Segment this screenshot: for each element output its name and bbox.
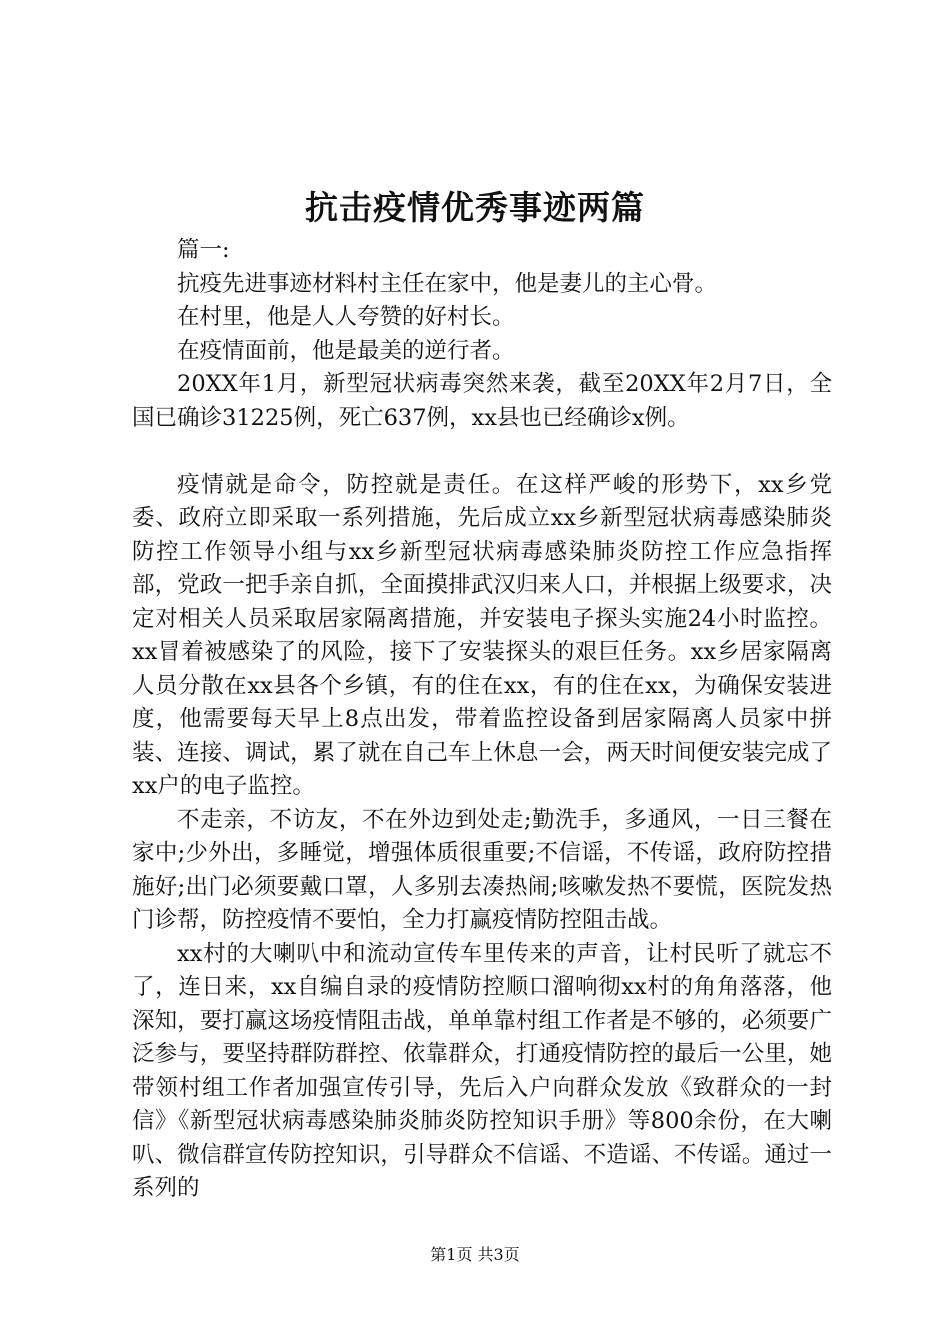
- paragraph: 抗疫先进事迹材料村主任在家中，他是妻儿的主心骨。: [177, 270, 718, 297]
- paragraph-section-label: 篇一:: [177, 237, 230, 263]
- paragraph: 在村里，他是人人夸赞的好村长。: [177, 304, 515, 330]
- document-body: [132, 234, 832, 1206]
- document-title: 抗击疫情优秀事迹两篇: [305, 188, 645, 227]
- paragraph: xx村的大喇叭中和流动宣传车里传来的声音，让村民听了就忘不了，连日来，xx自编自录的疫情防控顺口溜响彻xx村的角角落落，他深知，要打赢这场疫情阻击战，单单靠村组工作者是不够的，必须要广泛参与，要坚持群防群控、依靠群众，打通疫情防控的最后一公里，她带领村组工作者加强宣传引导，先后入户向群众发放《致群众的一封信》《新型冠状病毒感染肺炎肺炎防控知识手册》等800余份，在大喇叭、微信群宣传防控知识，引导群众不信谣、不造谣、不传谣。通过一系列的: [132, 940, 832, 1201]
- paragraph: 在疫情面前，他是最美的逆行者。: [177, 337, 515, 364]
- paragraph: 20XX年1月，新型冠状病毒突然来袭，截至20XX年2月7日，全国已确诊31225例，死亡637例，xx县也已经确诊x例。: [132, 371, 832, 431]
- paragraph: 不走亲，不访友，不在外边到处走;勤洗手，多通风，一日三餐在家中;少外出，多睡觉，增强体质很重要;不信谣，不传谣，政府防控措施好;出门必须要戴口罩，人多别去凑热闹;咳嗽发热不要慌，医院发热门诊帮，防控疫情不要怕，全力打赢疫情防控阻击战。: [132, 806, 832, 933]
- paragraph: 疫情就是命令，防控就是责任。在这样严峻的形势下，xx乡党委、政府立即采取一系列措施，先后成立xx乡新型冠状病毒感染肺炎防控工作领导小组与xx乡新型冠状病毒感染肺炎防控工作应急指挥部，党政一把手亲自抓，全面摸排武汉归来人口，并根据上级要求，决定对相关人员采取居家隔离措施，并安装电子探头实施24小时监控。xx冒着被感染了的风险，接下了安装探头的艰巨任务。xx乡居家隔离人员分散在xx县各个乡镇，有的住在xx，有的住在xx，为确保安装进度，他需要每天早上8点出发，带着监控设备到居家隔离人员家中拼装、连接、调试，累了就在自己车上休息一会，两天时间便安装完成了xx户的电子监控。: [132, 471, 832, 799]
- page-number-footer: 第1页 共3页: [430, 1245, 520, 1264]
